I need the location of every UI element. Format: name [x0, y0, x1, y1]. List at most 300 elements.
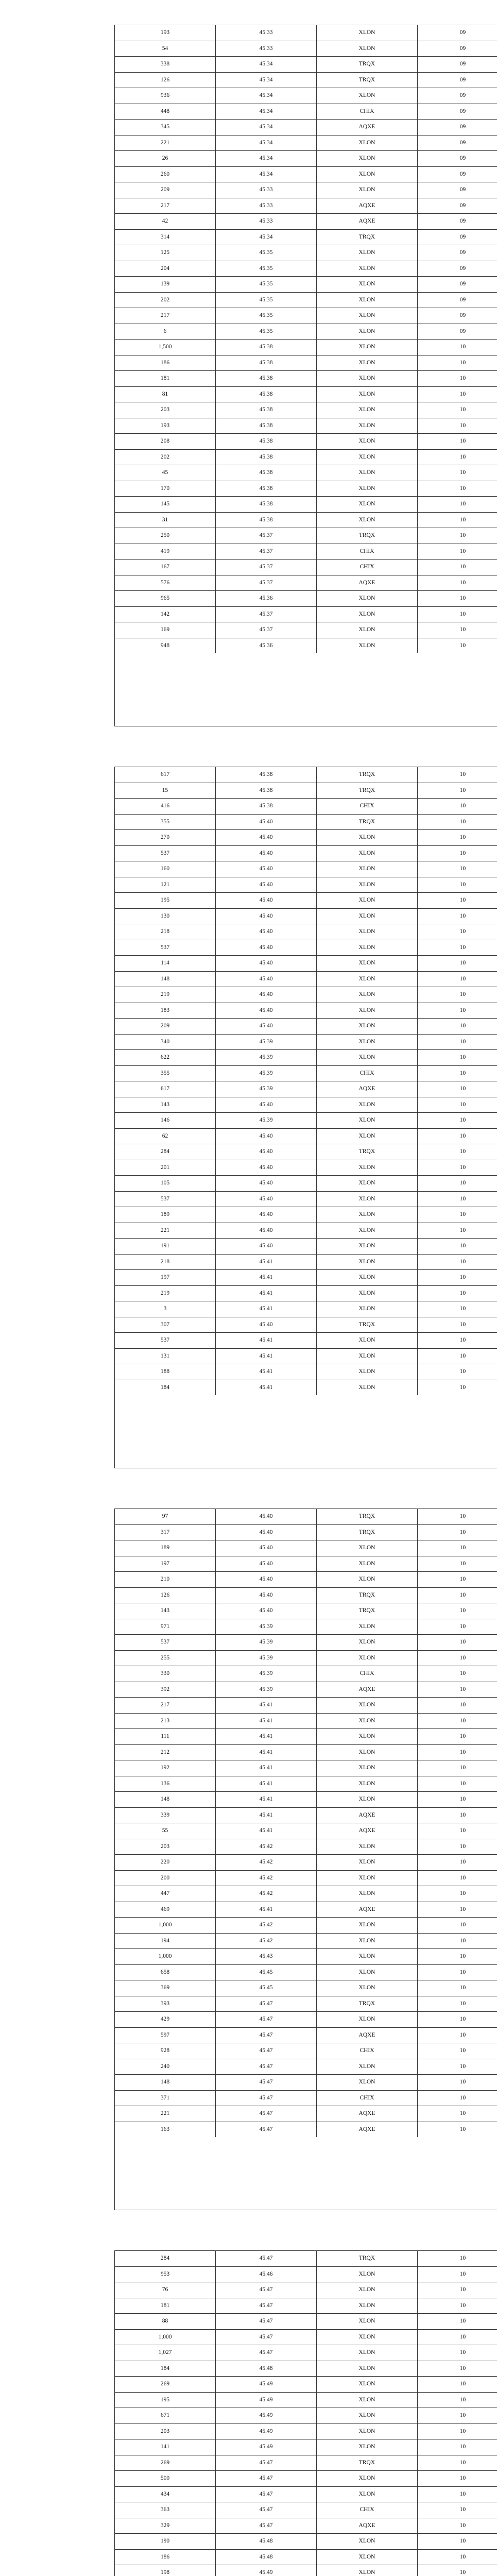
- table-row: [115, 1650, 497, 1666]
- venue-cell: CHIX: [317, 2043, 418, 2059]
- venue-cell: AQXE: [317, 2027, 418, 2043]
- volume-cell: 213: [115, 1713, 216, 1729]
- venue-cell: XLON: [317, 606, 418, 622]
- volume-cell: 948: [115, 638, 216, 653]
- price-cell: 45.40: [216, 1509, 317, 1524]
- price-cell: 45.40: [216, 956, 317, 972]
- volume-cell: 429: [115, 2012, 216, 2028]
- time-cell: 10: [418, 1065, 497, 1081]
- time-cell: 10: [418, 2377, 497, 2393]
- venue-cell: XLON: [317, 1034, 418, 1050]
- venue-cell: XLON: [317, 1870, 418, 1886]
- volume-cell: 221: [115, 135, 216, 151]
- table-row: [115, 2455, 497, 2471]
- volume-cell: 255: [115, 1650, 216, 1666]
- trade-table-block: [114, 1509, 497, 2210]
- venue-cell: XLON: [317, 877, 418, 893]
- venue-cell: TRQX: [317, 528, 418, 544]
- venue-cell: XLON: [317, 41, 418, 57]
- table-row: [115, 1348, 497, 1364]
- time-cell: 10: [418, 1223, 497, 1239]
- price-cell: 45.34: [216, 120, 317, 135]
- venue-cell: XLON: [317, 1019, 418, 1035]
- table-row: [115, 1301, 497, 1317]
- volume-cell: 186: [115, 355, 216, 371]
- volume-cell: 163: [115, 2122, 216, 2137]
- volume-cell: 130: [115, 908, 216, 924]
- volume-cell: 195: [115, 893, 216, 909]
- volume-cell: 189: [115, 1540, 216, 1556]
- time-cell: 10: [418, 2439, 497, 2455]
- price-cell: 45.48: [216, 2534, 317, 2550]
- table-row: [115, 877, 497, 893]
- time-cell: 10: [418, 2361, 497, 2377]
- time-cell: 09: [418, 308, 497, 324]
- volume-cell: 139: [115, 277, 216, 293]
- table-row: [115, 1097, 497, 1113]
- venue-cell: TRQX: [317, 1587, 418, 1603]
- time-cell: 10: [418, 2012, 497, 2028]
- venue-cell: XLON: [317, 355, 418, 371]
- table-row: [115, 292, 497, 308]
- table-row: [115, 1081, 497, 1097]
- venue-cell: XLON: [317, 2075, 418, 2091]
- volume-cell: 617: [115, 1081, 216, 1097]
- price-cell: 45.47: [216, 2455, 317, 2471]
- venue-cell: CHIX: [317, 2502, 418, 2518]
- venue-cell: XLON: [317, 1348, 418, 1364]
- venue-cell: XLON: [317, 2424, 418, 2439]
- venue-cell: XLON: [317, 1301, 418, 1317]
- time-cell: 10: [418, 924, 497, 940]
- price-cell: 45.40: [216, 1003, 317, 1019]
- price-cell: 45.38: [216, 355, 317, 371]
- volume-cell: 219: [115, 1285, 216, 1301]
- price-cell: 45.39: [216, 1682, 317, 1698]
- volume-cell: 26: [115, 151, 216, 167]
- time-cell: 10: [418, 2122, 497, 2137]
- price-cell: 45.38: [216, 371, 317, 387]
- time-cell: 10: [418, 465, 497, 481]
- time-cell: 09: [418, 166, 497, 182]
- time-cell: 09: [418, 57, 497, 73]
- time-cell: 10: [418, 1619, 497, 1635]
- time-cell: 10: [418, 434, 497, 450]
- price-cell: 45.42: [216, 1855, 317, 1871]
- table-row: [115, 135, 497, 151]
- table-row: [115, 2075, 497, 2091]
- table-row: [115, 1980, 497, 1996]
- time-cell: 10: [418, 1364, 497, 1380]
- price-cell: 45.40: [216, 1556, 317, 1572]
- volume-cell: 54: [115, 41, 216, 57]
- price-cell: 45.41: [216, 1333, 317, 1349]
- time-cell: 10: [418, 1729, 497, 1745]
- price-cell: 45.34: [216, 166, 317, 182]
- table-row: [115, 2549, 497, 2565]
- venue-cell: AQXE: [317, 2122, 418, 2137]
- venue-cell: XLON: [317, 1176, 418, 1192]
- venue-cell: XLON: [317, 292, 418, 308]
- time-cell: 10: [418, 956, 497, 972]
- time-cell: 10: [418, 2408, 497, 2424]
- price-cell: 45.39: [216, 1065, 317, 1081]
- table-row: [115, 1364, 497, 1380]
- volume-cell: 146: [115, 1113, 216, 1129]
- time-cell: 10: [418, 481, 497, 497]
- price-cell: 45.47: [216, 2075, 317, 2091]
- price-cell: 45.34: [216, 135, 317, 151]
- price-cell: 45.33: [216, 198, 317, 214]
- volume-cell: 217: [115, 308, 216, 324]
- venue-cell: XLON: [317, 2266, 418, 2282]
- table-row: [115, 1839, 497, 1855]
- volume-cell: 419: [115, 544, 216, 560]
- time-cell: 10: [418, 1855, 497, 1871]
- volume-cell: 209: [115, 1019, 216, 1035]
- time-cell: 10: [418, 2471, 497, 2487]
- venue-cell: XLON: [317, 371, 418, 387]
- venue-cell: CHIX: [317, 1666, 418, 1682]
- venue-cell: XLON: [317, 1207, 418, 1223]
- venue-cell: XLON: [317, 1964, 418, 1980]
- volume-cell: 936: [115, 88, 216, 104]
- time-cell: 10: [418, 606, 497, 622]
- time-cell: 10: [418, 1996, 497, 2012]
- venue-cell: XLON: [317, 2377, 418, 2393]
- price-cell: 45.38: [216, 386, 317, 402]
- table-row: [115, 88, 497, 104]
- price-cell: 45.40: [216, 1603, 317, 1619]
- price-cell: 45.40: [216, 877, 317, 893]
- table-row: [115, 1254, 497, 1270]
- venue-cell: XLON: [317, 1556, 418, 1572]
- venue-cell: XLON: [317, 1980, 418, 1996]
- price-cell: 45.41: [216, 1744, 317, 1760]
- trade-table-block: [114, 2250, 497, 2576]
- time-cell: 10: [418, 1034, 497, 1050]
- time-cell: 10: [418, 799, 497, 815]
- price-cell: 45.35: [216, 308, 317, 324]
- price-cell: 45.42: [216, 1933, 317, 1949]
- time-cell: 10: [418, 575, 497, 591]
- volume-cell: 208: [115, 434, 216, 450]
- venue-cell: XLON: [317, 1223, 418, 1239]
- table-row: [115, 1065, 497, 1081]
- volume-cell: 195: [115, 2392, 216, 2408]
- price-cell: 45.40: [216, 1223, 317, 1239]
- price-cell: 45.41: [216, 1729, 317, 1745]
- venue-cell: XLON: [317, 2408, 418, 2424]
- table-row: [115, 1587, 497, 1603]
- volume-cell: 658: [115, 1964, 216, 1980]
- time-cell: 09: [418, 198, 497, 214]
- volume-cell: 198: [115, 2565, 216, 2576]
- time-cell: 10: [418, 987, 497, 1003]
- venue-cell: XLON: [317, 893, 418, 909]
- venue-cell: XLON: [317, 308, 418, 324]
- price-cell: 45.35: [216, 261, 317, 277]
- time-cell: 10: [418, 622, 497, 638]
- time-cell: 10: [418, 2027, 497, 2043]
- table-row: [115, 402, 497, 418]
- venue-cell: XLON: [317, 1540, 418, 1556]
- price-cell: 45.38: [216, 481, 317, 497]
- volume-cell: 141: [115, 2439, 216, 2455]
- price-cell: 45.42: [216, 1886, 317, 1902]
- price-cell: 45.40: [216, 861, 317, 877]
- table-row: [115, 1870, 497, 1886]
- table-row: [115, 41, 497, 57]
- table-row: [115, 2534, 497, 2550]
- volume-cell: 42: [115, 214, 216, 230]
- venue-cell: XLON: [317, 861, 418, 877]
- price-cell: 45.37: [216, 544, 317, 560]
- time-cell: 10: [418, 1902, 497, 1918]
- table-row: [115, 830, 497, 846]
- time-cell: 09: [418, 72, 497, 88]
- table-row: [115, 1635, 497, 1651]
- venue-cell: XLON: [317, 2565, 418, 2576]
- volume-cell: 416: [115, 799, 216, 815]
- time-cell: 10: [418, 2424, 497, 2439]
- volume-cell: 148: [115, 1792, 216, 1808]
- venue-cell: XLON: [317, 1886, 418, 1902]
- table-row: [115, 261, 497, 277]
- price-cell: 45.40: [216, 1587, 317, 1603]
- volume-cell: 203: [115, 402, 216, 418]
- time-cell: 10: [418, 814, 497, 830]
- time-cell: 09: [418, 25, 497, 41]
- venue-cell: XLON: [317, 638, 418, 653]
- volume-cell: 121: [115, 877, 216, 893]
- table-row: [115, 1666, 497, 1682]
- venue-cell: XLON: [317, 845, 418, 861]
- trade-table-block: [114, 25, 497, 726]
- volume-cell: 219: [115, 987, 216, 1003]
- table-row: [115, 2361, 497, 2377]
- price-cell: 45.49: [216, 2408, 317, 2424]
- venue-cell: XLON: [317, 1572, 418, 1588]
- time-cell: 10: [418, 1587, 497, 1603]
- price-cell: 45.49: [216, 2392, 317, 2408]
- price-cell: 45.35: [216, 277, 317, 293]
- venue-cell: XLON: [317, 2298, 418, 2314]
- time-cell: 10: [418, 2298, 497, 2314]
- time-cell: 10: [418, 971, 497, 987]
- price-cell: 45.38: [216, 799, 317, 815]
- price-cell: 45.40: [216, 1019, 317, 1035]
- price-cell: 45.47: [216, 2282, 317, 2298]
- time-cell: 10: [418, 1556, 497, 1572]
- volume-cell: 597: [115, 2027, 216, 2043]
- volume-cell: 181: [115, 2298, 216, 2314]
- volume-cell: 184: [115, 1380, 216, 1395]
- price-cell: 45.33: [216, 214, 317, 230]
- table-row: [115, 622, 497, 638]
- time-cell: 09: [418, 277, 497, 293]
- volume-cell: 145: [115, 497, 216, 513]
- table-row: [115, 924, 497, 940]
- volume-cell: 76: [115, 2282, 216, 2298]
- venue-cell: XLON: [317, 151, 418, 167]
- time-cell: 10: [418, 2486, 497, 2502]
- venue-cell: XLON: [317, 1128, 418, 1144]
- table-row: [115, 1964, 497, 1980]
- table-row: [115, 1698, 497, 1714]
- price-cell: 45.47: [216, 2314, 317, 2330]
- table-row: [115, 151, 497, 167]
- price-cell: 45.35: [216, 324, 317, 340]
- time-cell: 10: [418, 1666, 497, 1682]
- volume-cell: 218: [115, 924, 216, 940]
- venue-cell: AQXE: [317, 120, 418, 135]
- time-cell: 10: [418, 638, 497, 653]
- volume-cell: 197: [115, 1556, 216, 1572]
- time-cell: 10: [418, 2534, 497, 2550]
- table-row: [115, 591, 497, 607]
- volume-cell: 170: [115, 481, 216, 497]
- time-cell: 10: [418, 1572, 497, 1588]
- table-row: [115, 1239, 497, 1255]
- table-row: [115, 2106, 497, 2122]
- volume-cell: 537: [115, 1333, 216, 1349]
- time-cell: 10: [418, 877, 497, 893]
- table-row: [115, 166, 497, 182]
- time-cell: 10: [418, 893, 497, 909]
- trade-table: [115, 2251, 497, 2576]
- time-cell: 09: [418, 182, 497, 198]
- price-cell: 45.41: [216, 1713, 317, 1729]
- table-row: [115, 1807, 497, 1823]
- venue-cell: AQXE: [317, 2518, 418, 2534]
- table-row: [115, 1524, 497, 1540]
- price-cell: 45.40: [216, 830, 317, 846]
- venue-cell: XLON: [317, 182, 418, 198]
- price-cell: 45.47: [216, 2106, 317, 2122]
- price-cell: 45.47: [216, 2090, 317, 2106]
- price-cell: 45.40: [216, 924, 317, 940]
- price-cell: 45.41: [216, 1792, 317, 1808]
- volume-cell: 576: [115, 575, 216, 591]
- time-cell: 10: [418, 2565, 497, 2576]
- venue-cell: XLON: [317, 1839, 418, 1855]
- volume-cell: 136: [115, 1776, 216, 1792]
- venue-cell: AQXE: [317, 1682, 418, 1698]
- venue-cell: XLON: [317, 512, 418, 528]
- time-cell: 10: [418, 2392, 497, 2408]
- volume-cell: 338: [115, 57, 216, 73]
- time-cell: 10: [418, 1270, 497, 1286]
- price-cell: 45.40: [216, 1239, 317, 1255]
- time-cell: 10: [418, 386, 497, 402]
- time-cell: 10: [418, 497, 497, 513]
- price-cell: 45.39: [216, 1081, 317, 1097]
- table-row: [115, 1996, 497, 2012]
- price-cell: 45.40: [216, 893, 317, 909]
- volume-cell: 314: [115, 229, 216, 245]
- venue-cell: XLON: [317, 2282, 418, 2298]
- venue-cell: XLON: [317, 1333, 418, 1349]
- price-cell: 45.47: [216, 2059, 317, 2075]
- price-cell: 45.38: [216, 465, 317, 481]
- volume-cell: 355: [115, 814, 216, 830]
- volume-cell: 181: [115, 371, 216, 387]
- price-cell: 45.46: [216, 2266, 317, 2282]
- volume-cell: 111: [115, 1729, 216, 1745]
- price-cell: 45.42: [216, 1918, 317, 1934]
- volume-cell: 392: [115, 1682, 216, 1698]
- time-cell: 10: [418, 1380, 497, 1395]
- volume-cell: 221: [115, 2106, 216, 2122]
- table-row: [115, 1380, 497, 1395]
- time-cell: 10: [418, 449, 497, 465]
- volume-cell: 125: [115, 245, 216, 261]
- venue-cell: XLON: [317, 2471, 418, 2487]
- price-cell: 45.47: [216, 2518, 317, 2534]
- time-cell: 10: [418, 1807, 497, 1823]
- time-cell: 10: [418, 1128, 497, 1144]
- table-row: [115, 1333, 497, 1349]
- time-cell: 10: [418, 1760, 497, 1776]
- volume-cell: 537: [115, 1635, 216, 1651]
- price-cell: 45.40: [216, 1160, 317, 1176]
- venue-cell: TRQX: [317, 814, 418, 830]
- venue-cell: XLON: [317, 434, 418, 450]
- venue-cell: XLON: [317, 1776, 418, 1792]
- volume-cell: 284: [115, 2251, 216, 2266]
- table-row: [115, 1050, 497, 1066]
- price-cell: 45.36: [216, 638, 317, 653]
- volume-cell: 126: [115, 72, 216, 88]
- table-row: [115, 1713, 497, 1729]
- volume-cell: 189: [115, 1207, 216, 1223]
- volume-cell: 143: [115, 1603, 216, 1619]
- trade-table: [115, 25, 497, 653]
- time-cell: 10: [418, 1886, 497, 1902]
- volume-cell: 142: [115, 606, 216, 622]
- time-cell: 10: [418, 371, 497, 387]
- price-cell: 45.36: [216, 591, 317, 607]
- volume-cell: 971: [115, 1619, 216, 1635]
- table-row: [115, 814, 497, 830]
- venue-cell: TRQX: [317, 229, 418, 245]
- price-cell: 45.40: [216, 987, 317, 1003]
- volume-cell: 186: [115, 2549, 216, 2565]
- volume-cell: 330: [115, 1666, 216, 1682]
- venue-cell: XLON: [317, 2549, 418, 2565]
- volume-cell: 169: [115, 622, 216, 638]
- price-cell: 45.47: [216, 2251, 317, 2266]
- venue-cell: AQXE: [317, 2106, 418, 2122]
- table-row: [115, 783, 497, 799]
- table-row: [115, 1823, 497, 1839]
- price-cell: 45.41: [216, 1364, 317, 1380]
- table-row: [115, 57, 497, 73]
- venue-cell: XLON: [317, 1160, 418, 1176]
- price-cell: 45.38: [216, 497, 317, 513]
- volume-cell: 317: [115, 1524, 216, 1540]
- volume-cell: 500: [115, 2471, 216, 2487]
- price-cell: 45.47: [216, 2043, 317, 2059]
- time-cell: 10: [418, 1650, 497, 1666]
- venue-cell: XLON: [317, 1635, 418, 1651]
- table-row: [115, 1003, 497, 1019]
- time-cell: 10: [418, 1980, 497, 1996]
- time-cell: 10: [418, 1744, 497, 1760]
- volume-cell: 148: [115, 2075, 216, 2091]
- price-cell: 45.34: [216, 88, 317, 104]
